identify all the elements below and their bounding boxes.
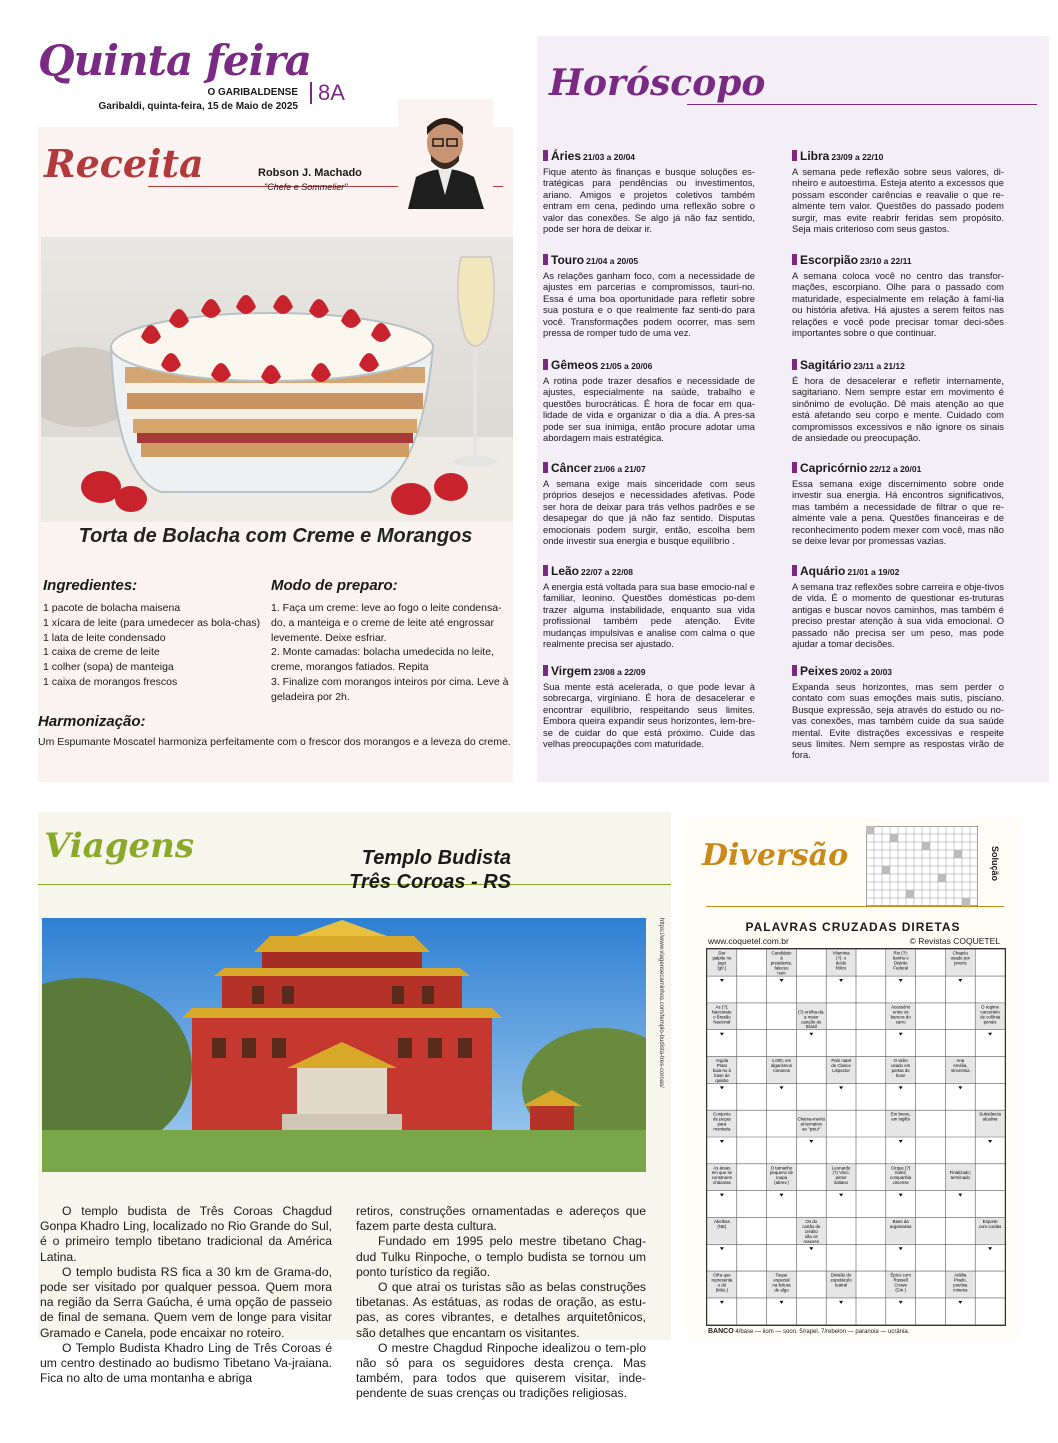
clue-cell — [976, 1218, 1005, 1250]
clue-cell — [767, 1272, 796, 1304]
sign-dates: 21/05 a 20/06 — [600, 361, 653, 371]
arrow-down-icon — [839, 1194, 843, 1197]
clue-text: espetáculo — [830, 1277, 852, 1283]
clue-text: num — [777, 970, 786, 976]
clue-text: O regime — [981, 1004, 1000, 1010]
clue-text: penais — [983, 1019, 997, 1025]
clue-cell — [946, 1164, 975, 1196]
arrow-down-icon — [720, 1140, 724, 1143]
clue-text: Vitamina — [832, 950, 850, 956]
title-line: Três Coroas - RS — [349, 871, 511, 893]
clue-text: circense — [892, 1180, 909, 1186]
arrow-down-icon — [958, 1086, 962, 1089]
clue-text: Argola — [715, 1058, 729, 1064]
sign-dates: 21/04 a 20/05 — [586, 256, 639, 266]
sign-text: A energia está voltada para sua base emocio-nal e familiar, leonino. Questões domésticas po-dem trazer alguma instabilidade, enquanto sua vida profissional também pede atenção. Evite mudanças impulsivas e analise com calma o que realmente precisa ser ajustado. — [543, 581, 755, 650]
clue-cell — [707, 1111, 736, 1143]
bullet-marker — [792, 462, 797, 473]
clue-text: Amélia, — [953, 1062, 968, 1068]
sign-dates: 20/02 a 20/03 — [840, 667, 893, 677]
paper-name: O GARIBALDENSE — [207, 87, 298, 98]
clue-text: 1.000, em — [771, 1058, 792, 1064]
sign-name: Aquário — [800, 564, 846, 578]
arrow-down-icon — [899, 1033, 903, 1036]
crossword-title: PALAVRAS CRUZADAS DIRETAS — [745, 920, 961, 934]
horoscope-title: Horóscopo — [549, 62, 766, 104]
clue-cell — [886, 1111, 915, 1143]
horoscope-section — [537, 36, 1049, 782]
title-line: Templo Budista — [361, 847, 511, 869]
sign-dates: 23/08 a 22/09 — [593, 667, 646, 677]
clue-text: Brasil — [805, 1024, 817, 1030]
word-bank — [708, 1328, 909, 1335]
clue-text: (?) Vinci, — [832, 1170, 850, 1176]
clue-cell — [767, 1057, 796, 1089]
clue-cell — [886, 950, 915, 982]
clue-text: al-ternativo — [800, 1121, 823, 1127]
harmonization-text: Um Espumante Moscatel harmoniza perfeitamente com o frescor dos morangos e a leveza do creme. — [38, 736, 511, 748]
clue-text: à — [780, 955, 783, 961]
list-item: 1 caixa de morangos frescos — [43, 675, 178, 688]
clue-text: de colônia — [980, 1014, 1001, 1020]
clue-cell — [886, 1057, 915, 1089]
temple-photo — [42, 918, 646, 1172]
clue-text: alcalina — [982, 1116, 998, 1122]
sign-dates: 22/12 a 20/01 — [869, 464, 922, 474]
arrow-down-icon — [958, 1301, 962, 1304]
clue-text: Chama-mento — [797, 1116, 826, 1122]
arrow-down-icon — [839, 979, 843, 982]
clue-text: As áreas — [713, 1165, 731, 1171]
clue-text: sinonímia — [950, 1067, 970, 1073]
arrow-down-icon — [720, 1194, 724, 1197]
clue-text: Adélia — [954, 1272, 967, 1278]
clue-text: (abrev.) — [774, 1180, 789, 1186]
arrow-down-icon — [899, 1301, 903, 1304]
sign-dates: 21/03 a 20/04 — [583, 152, 636, 162]
sign-text: A semana coloca você no centro das transfor-mações, escorpiano. Olhe para o passado com maturidade, especialmente em relação à famí-lia ou história afetiva. Há ajustes a serem feitos nas relações e você pode precisar tomar deci-sões importantes sobre o que continuar. — [792, 270, 1004, 339]
clue-text: entre os — [892, 1009, 909, 1015]
sign-virgo — [543, 664, 755, 749]
clue-cell — [707, 950, 736, 982]
chef-name: Robson J. Machado — [258, 167, 362, 179]
clue-cell — [707, 1218, 736, 1250]
arrow-down-icon — [809, 1247, 813, 1250]
sign-text: A semana pede reflexão sobre seus valores, di-nheiro e autoestima. Esteja atento a excessos que possam esconder carências e reavalie o que re-almente tem valor. Questões do passado podem surgir, mas evite reabrir feridas sem propósito. Seja mais criterioso com seus gastos. — [792, 166, 1004, 235]
sign-text: As relações ganham foco, com a necessidade de ajustes em parcerias e compromissos, tauri-no. Essa é uma boa oportunidade para refletir sobre sua postura e o que realmente faz senti-do para você. Transformações podem ocorrer, mas sem pressa de romper tudo de uma vez. — [543, 270, 755, 339]
clue-text: (gír.) — [717, 965, 727, 971]
clue-text: roupa — [775, 1175, 788, 1181]
clue-text: Em breve, — [890, 1111, 911, 1117]
clue-text: algarismos — [770, 1062, 793, 1068]
clue-text: carcerário — [980, 1009, 1000, 1015]
divider — [687, 104, 1037, 105]
clue-text: palpite no — [712, 955, 732, 961]
clue-text: carro — [895, 1019, 906, 1025]
crossword-grid — [706, 948, 1006, 1326]
clue-cell — [827, 1272, 856, 1304]
diversao-section — [686, 818, 1020, 1340]
clue-text: romanos — [773, 1067, 790, 1073]
clue-cell — [767, 1164, 796, 1196]
sign-capricorn — [792, 461, 1004, 546]
list-item: 1. Faça um creme: leve ao fogo o leite condensa-do, a manteiga e o creme de leite até engrossar levemente. Deixe esfriar. — [271, 602, 502, 644]
clue-cell — [886, 1218, 915, 1250]
clue-cell — [707, 1003, 736, 1035]
masthead-title: Quinta feira — [38, 36, 311, 85]
clue-cell — [707, 1164, 736, 1196]
clue-text: Soleil, — [894, 1170, 907, 1176]
paragraph: O templo budista RS fica a 30 km de Grama-do, pode ser visitado por qualquer pessoa. Quem mora na região da Serra Gaúcha, é uma opção de passeio de final de semana. Quem vem de longe para visitar Gramado e Canela, pode encaixar no roteiro. — [40, 1264, 332, 1340]
clue-text: Candidato — [771, 950, 792, 956]
clue-cell — [707, 1057, 736, 1089]
clue-cell — [976, 1111, 1005, 1143]
clue-text: presidente, — [770, 960, 793, 966]
clue-text: (?)-orelha-da: — [798, 1009, 825, 1015]
page-number: 8A — [310, 82, 345, 104]
clue-text: bancos do — [890, 1014, 911, 1020]
arrow-down-icon — [720, 1086, 724, 1089]
clue-text: de algo — [774, 1287, 789, 1293]
masthead-info — [98, 86, 298, 113]
clue-cell — [767, 950, 796, 982]
recipe-section-title: Receita — [44, 141, 204, 186]
arrow-down-icon — [988, 1247, 992, 1250]
clue-text: pintor — [835, 1175, 847, 1181]
sign-text: É hora de desacelerar e refletir internamente, sagitariano. Nem sempre estar em movimento é sinônimo de evolução. Dê mais atenção ao que está afetando seu corpo e mente. Cuidado com compromissos excessivos e não ignore os sinais de ansiedade ou preocupação. — [792, 375, 1004, 444]
clue-cell — [886, 1164, 915, 1196]
sign-name: Gêmeos — [551, 358, 599, 372]
clue-cell — [827, 950, 856, 982]
sign-taurus — [543, 253, 755, 338]
chef-role: "Chefe e Sommelier" — [264, 182, 348, 192]
solution-label: Solução — [990, 846, 1000, 882]
arrow-down-icon — [899, 1247, 903, 1250]
clue-text: banha o — [892, 955, 909, 961]
list-item: 1 xícara de leite (para umedecer as bola-chas) — [43, 616, 261, 629]
clue-text: Cifra que — [713, 1272, 731, 1278]
word-bank-label: BANCO — [708, 1328, 734, 1335]
sign-text: A rotina pode trazer desafios e necessidade de ajustes, especialmente na saúde, trabalho e questões burocráticas. É hora de focar em qua-lidade de vida e organizar o dia a dia. A pres-sa pode ser sua inimiga, então procure adotar uma abordagem mais estratégica. — [543, 375, 755, 444]
bullet-marker — [543, 254, 548, 265]
recipe-header — [38, 127, 513, 235]
clue-text: italiano — [834, 1180, 849, 1186]
edition-date: Garibaldi, quinta-feira, 15 de Maio de 2025 — [98, 100, 298, 112]
list-item: 1 pacote de bolacha maisena — [43, 602, 181, 614]
paragraph: O Templo Budista Khadro Ling de Três Coroas é um centro destinado ao budismo Tibetano Va-jraiana. Fica no alto de uma montanha e abriga — [40, 1340, 332, 1386]
clue-text: Finalizado; — [949, 1170, 971, 1176]
clue-text: canção do — [801, 1019, 822, 1025]
sign-dates: 23/09 a 22/10 — [831, 152, 884, 162]
clue-text: Cirque (?) — [891, 1165, 911, 1171]
arrow-down-icon — [780, 1086, 784, 1089]
recipe-section — [38, 127, 513, 782]
paragraph: O templo budista de Três Coroas Chagdud Gonpa Khadro Ling, localizado no Rio Grande do Sul, é o primeiro templo tibetano tradicional da América Latina. — [40, 1204, 332, 1264]
sign-dates: 21/06 a 21/07 — [593, 464, 646, 474]
prep-heading: Modo de preparo: — [271, 577, 398, 594]
sign-pisces — [792, 664, 1004, 761]
sign-name: Peixes — [800, 664, 839, 678]
arrow-down-icon — [839, 1086, 843, 1089]
clue-text: Russell — [893, 1277, 908, 1283]
clue-text: representa — [711, 1277, 733, 1283]
chef-photo — [398, 99, 493, 209]
clue-text: crédito — [804, 1228, 818, 1234]
crossword-brand: © Revistas COQUETEL — [909, 936, 1000, 946]
clue-text: são os — [804, 1233, 818, 1239]
clue-text: teatral — [835, 1282, 848, 1288]
sign-name: Touro — [551, 253, 585, 267]
sign-name: Capricórnio — [800, 461, 868, 475]
travel-section — [38, 812, 671, 1401]
clue-text: portas de — [891, 1067, 910, 1073]
clue-text: especial — [773, 1277, 790, 1283]
clue-text: Nacional — [713, 1019, 731, 1025]
arrow-down-icon — [809, 1140, 813, 1143]
clue-text: usado em — [891, 1062, 911, 1068]
diversao-section-title: Diversão — [702, 838, 849, 873]
sign-name: Leão — [551, 564, 580, 578]
clue-text: (NE) — [717, 1223, 727, 1229]
harmonization-heading: Harmonização: — [38, 713, 146, 730]
bullet-marker — [543, 359, 548, 370]
clue-text: em que se — [711, 1170, 733, 1176]
word-bank-words: 4/base — iiom — soon. 5/rapel. 7/rebelon — paranoia — ucrânia. — [735, 1329, 910, 1335]
clue-text: na feitura — [772, 1282, 791, 1288]
clue-text: Épico com — [890, 1272, 911, 1278]
clue-text: Lispector — [832, 1067, 850, 1073]
clue-text: cartão de — [802, 1223, 821, 1229]
clue-text: com cordas — [978, 1223, 1002, 1229]
sign-aquarius — [792, 564, 1004, 649]
sign-text: Sua mente está acelerada, o que pode levar à sobrecarga, virginiano. É hora de desacelerar e encontrar equilíbrio, respeitando seus limites. Embora queira expandir seus horizontes, lem-bre-se de cuidar do que está próximo. Cuide das velhas preocupações com maturidade. — [543, 681, 755, 750]
clue-text: O vidro — [893, 1058, 908, 1064]
clue-text: Federal — [893, 965, 909, 971]
clue-text: pequeno de — [769, 1170, 794, 1176]
clue-text: Esporte — [982, 1218, 998, 1224]
sign-text: Expanda seus horizontes, mas sem perder o contato com suas emoções mais sutis, pisciano. Busque expressão, seja através do estudo ou no-vas conexões, mas também cuide da sua saúde mental. Evite distrações excessivas e respeite seus limites. Nem sempre as respostas virão de fora. — [792, 681, 1004, 761]
bullet-marker — [543, 150, 548, 161]
clue-text: Distrito — [893, 960, 908, 966]
ingredients-heading: Ingredientes: — [43, 577, 138, 594]
clue-text: jogo — [717, 960, 727, 966]
clue-text: companhia — [890, 1175, 912, 1181]
clue-cell — [886, 1003, 915, 1035]
clue-text: Crowe — [894, 1282, 908, 1288]
sign-text: Essa semana exige discernimento sobre onde investir sua energia. Há encontros significativos, mas também a necessidade de filtrar o que re-almente vale a pena. Questões financeiras e de reconhecimento podem mexer com você, mas não se deixe levar por promessas vazias. — [792, 478, 1004, 547]
strawberry-cake-photo — [41, 237, 513, 522]
clue-text: Prato — [716, 1062, 728, 1068]
clue-text: terminado — [950, 1175, 970, 1181]
clue-text: argamassa — [889, 1223, 912, 1229]
clue-text: Toque — [775, 1272, 788, 1278]
travel-article-title — [349, 846, 511, 894]
arrow-down-icon — [780, 1194, 784, 1197]
clue-text: (?): o — [836, 955, 847, 961]
bullet-marker — [792, 150, 797, 161]
clue-text: baia-no à — [712, 1067, 731, 1073]
clue-cell — [797, 1218, 826, 1250]
clue-cell — [886, 1272, 915, 1304]
clue-text: Acessório — [891, 1004, 911, 1010]
sign-name: Sagitário — [800, 358, 852, 372]
clue-text: em inglês — [891, 1116, 911, 1122]
clue-text: Rio (?): — [893, 950, 908, 956]
clue-text: Leonardo — [831, 1165, 851, 1171]
sign-dates: 23/10 a 22/11 — [860, 256, 912, 266]
clue-text: ao "psiu!" — [802, 1126, 821, 1132]
sign-text: A semana traz reflexões sobre carreira e obje-tivos de vida. É o momento de questionar es-truturas antigas e buscar novos caminhos, mas também é preciso prestar atenção à sua vida emocional. O passado não precisa ser um peso, mas pode ajudar a tomar decisões. — [792, 581, 1004, 650]
article-column-1 — [40, 1204, 332, 1386]
clue-cell — [946, 950, 975, 982]
arrow-down-icon — [780, 979, 784, 982]
list-item: 2. Monte camadas: bolacha umedecida no leite, creme, morangos fatiados. Repita — [271, 646, 494, 674]
clue-text: mineira — [953, 1287, 968, 1293]
clue-cell — [827, 1057, 856, 1089]
list-item: 1 caixa de creme de leite — [43, 646, 160, 659]
clue-text: fólico — [836, 965, 847, 971]
prep-list — [271, 601, 511, 705]
bullet-marker — [792, 254, 797, 265]
clue-text: base de — [714, 1072, 730, 1078]
clue-text: o Brasão — [713, 1014, 731, 1020]
sign-aries — [543, 149, 755, 234]
clue-text: de peças — [713, 1116, 731, 1122]
sign-leo — [543, 564, 755, 649]
clue-cell — [946, 1057, 975, 1089]
sign-dates: 21/01 a 19/02 — [847, 567, 900, 577]
clue-text: quiabo — [715, 1077, 729, 1083]
sign-name: Áries — [551, 149, 582, 163]
travel-section-title: Viagens — [44, 826, 194, 866]
clue-text: (Cin.) — [895, 1287, 907, 1293]
clue-cell — [707, 1272, 736, 1304]
clue-text: montaria — [713, 1126, 731, 1132]
clue-text: As (?): — [715, 1004, 729, 1010]
bullet-marker — [792, 565, 797, 576]
bullet-marker — [792, 359, 797, 370]
clue-text: maiores — [803, 1238, 820, 1244]
paragraph: retiros, construções ornamentadas e adereços que fazem parte desta cultura. — [356, 1204, 646, 1234]
arrow-down-icon — [899, 1086, 903, 1089]
divider — [706, 906, 1004, 907]
clue-text: O tamanho — [770, 1165, 793, 1171]
clue-text: para — [717, 1121, 727, 1127]
sign-name: Câncer — [551, 461, 592, 475]
list-item: 1 colher (sopa) de manteiga — [43, 661, 174, 674]
arrow-down-icon — [899, 1140, 903, 1143]
sign-cancer — [543, 461, 755, 546]
clue-text: Conjunto — [713, 1111, 731, 1117]
masthead — [38, 36, 345, 116]
clue-cell — [797, 1003, 826, 1035]
sign-sagittarius — [792, 358, 1004, 443]
sign-name: Libra — [800, 149, 830, 163]
arrow-down-icon — [809, 1033, 813, 1036]
list-item: 3. Finalize com morangos inteiros por cima. Leve à geladeira por 2h. — [271, 675, 509, 703]
clue-text: o dó — [717, 1282, 727, 1288]
ingredients-list — [43, 601, 263, 690]
clue-text: Os do — [805, 1218, 818, 1224]
list-item: 1 lata de leite condensado — [43, 631, 166, 644]
arrow-down-icon — [720, 979, 724, 982]
clue-text: ácido — [835, 960, 847, 966]
clue-text: Chapéu — [952, 950, 968, 956]
clue-text: Substância — [979, 1111, 1001, 1117]
clue-cell — [946, 1272, 975, 1304]
clue-text: constroem — [711, 1175, 733, 1181]
clue-text: jovens — [953, 960, 967, 966]
sign-gemini — [543, 358, 755, 443]
bullet-marker — [543, 665, 548, 676]
sign-text: A semana exige mais sinceridade com seus próprios desejos e necessidades afetivas. Pode ser hora de deixar para trás velhos padrões e se desapegar do que já não faz sentido. Disputas emocionais podem surgir, então, escolha bem onde investir sua energia e busque equilíbrio . — [543, 478, 755, 547]
article-column-2 — [356, 1204, 646, 1402]
arrow-down-icon — [958, 1194, 962, 1197]
clue-text: poetisa — [953, 1282, 968, 1288]
arrow-down-icon — [720, 1247, 724, 1250]
sign-name: Escorpião — [800, 253, 859, 267]
clue-text: Ana — [956, 1058, 965, 1064]
arrow-down-icon — [780, 1301, 784, 1304]
clue-text: a maior — [804, 1014, 819, 1020]
clue-text: (Mús.) — [715, 1287, 729, 1293]
sign-name: Virgem — [551, 664, 592, 678]
clue-text: usado por — [950, 955, 970, 961]
arrow-down-icon — [720, 1301, 724, 1304]
arrow-down-icon — [958, 979, 962, 982]
clue-text: de Clarice — [831, 1062, 851, 1068]
sign-scorpio — [792, 253, 1004, 338]
clue-text: chácaras — [713, 1180, 731, 1186]
clue-text: boxe — [895, 1072, 906, 1078]
clue-cell — [827, 1164, 856, 1196]
arrow-down-icon — [839, 1301, 843, 1304]
crossword-site: www.coquetel.com.br — [708, 936, 789, 946]
arrow-down-icon — [988, 1033, 992, 1036]
clue-text: Base da — [892, 1218, 909, 1224]
arrow-down-icon — [988, 1140, 992, 1143]
bullet-marker — [792, 665, 797, 676]
arrow-down-icon — [899, 979, 903, 982]
clue-text: Dar — [718, 950, 726, 956]
sign-text: Fique atento às finanças e busque soluções es-tratégicas para pendências ou investimentos, ariano. Amigos e projetos coletivos também entram em cena, pedindo uma reflexão sobre o valor das conexões. Se algo já não faz sentido, pode ser hora de deixar ir. — [543, 166, 755, 235]
bullet-marker — [543, 565, 548, 576]
recipe-dish-title: Torta de Bolacha com Creme e Morangos — [78, 525, 473, 547]
clue-text: Prado, — [953, 1277, 967, 1283]
clue-text: Divisão do — [830, 1272, 852, 1278]
arrow-down-icon — [720, 1033, 724, 1036]
sign-dates: 23/11 a 21/12 — [853, 361, 905, 371]
paragraph: O mestre Chagdud Rinpoche idealizou o tem-plo não só para os seguidores desta crença. Mas também, para todos que quiserem visitar, inde-pendente de suas crenças ou tradições religiosas. — [356, 1340, 646, 1401]
clue-text: faleceu — [774, 965, 789, 971]
paragraph: O que atrai os turistas são as belas construções tibetanas. As estátuas, as rodas de oração, as estu-pas, as cores vibrantes, e detalhes arquitetônicos, são detalhes que encantam os visitantes. — [356, 1280, 646, 1340]
sign-dates: 22/07 a 22/08 — [581, 567, 634, 577]
clue-cell — [976, 1003, 1005, 1035]
photo-credit: https://www.viagensecaminhos.com/templo-budista-tres-coroas/ — [658, 918, 664, 1088]
solution-grid — [866, 826, 978, 906]
clue-text: Abelhas — [714, 1218, 730, 1224]
sign-libra — [792, 149, 1004, 234]
clue-text: Nacionais: — [711, 1009, 733, 1015]
arrow-down-icon — [899, 1194, 903, 1197]
paragraph: Fundado em 1995 pelo mestre tibetano Chag-dud Tulku Rinpoche, o templo budista se tornou um ponto turístico da região. — [356, 1234, 646, 1279]
clue-text: País natal — [831, 1058, 851, 1064]
clue-cell — [797, 1111, 826, 1143]
bullet-marker — [543, 462, 548, 473]
